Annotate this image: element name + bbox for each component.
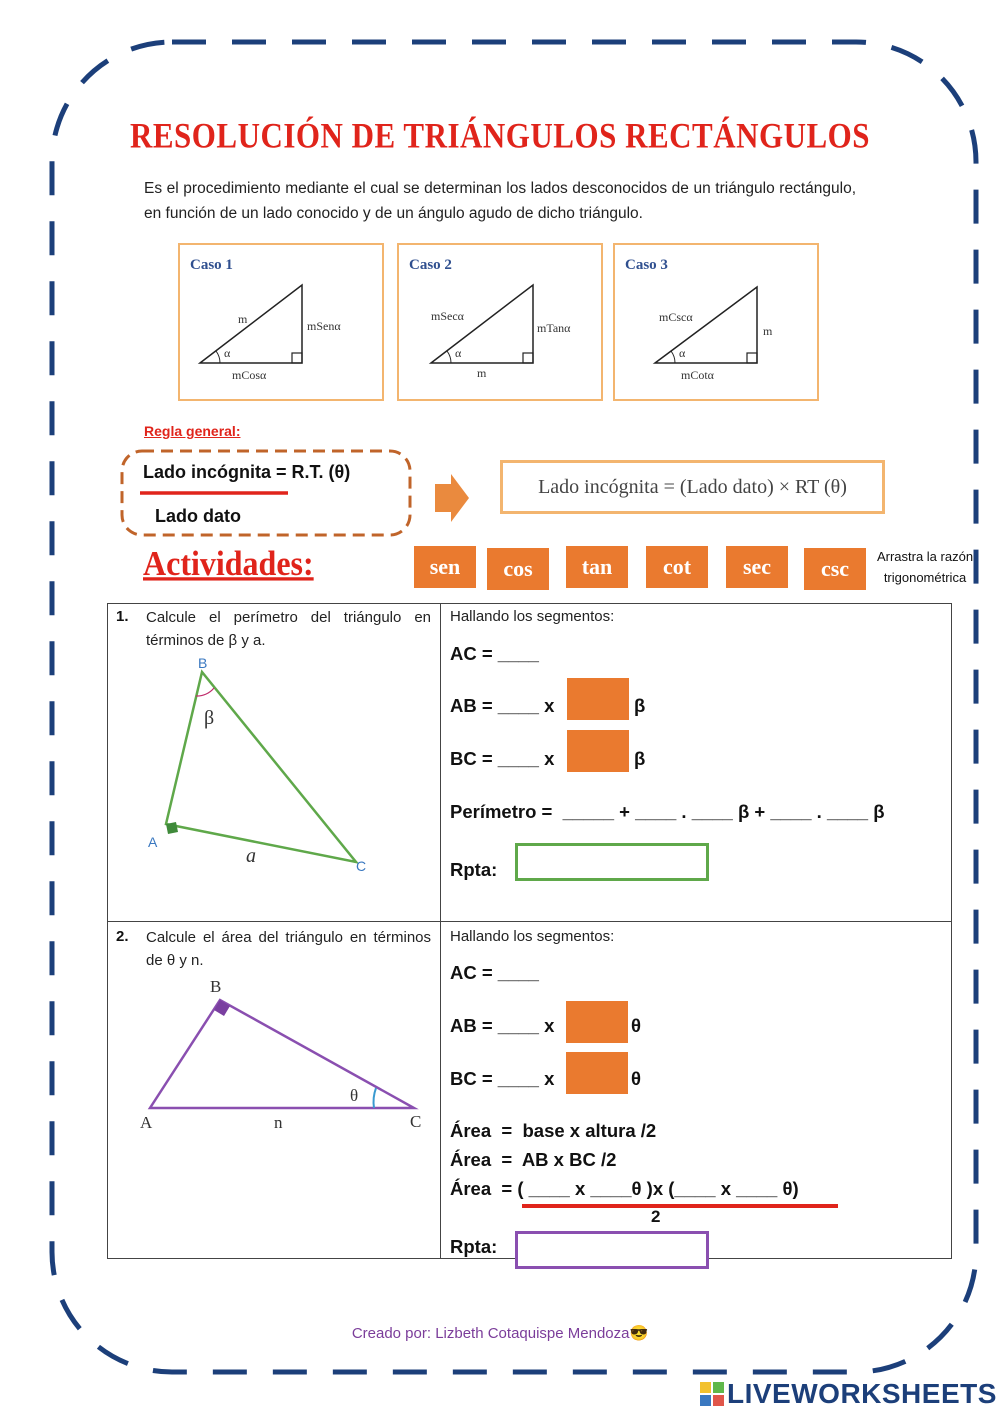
q2-bc-line: BC = ____ x — [450, 1068, 555, 1089]
page-title: RESOLUCIÓN DE TRIÁNGULOS RECTÁNGULOS — [129, 115, 871, 156]
rule-denominator: Lado dato — [155, 506, 241, 526]
chip-tan[interactable]: tan — [566, 546, 628, 588]
case-2-angle: α — [455, 346, 462, 360]
chip-csc[interactable]: csc — [804, 548, 866, 590]
q1-rpta-label: Rpta: — [450, 859, 498, 880]
q2-area-line-3: Área = ( ____ x ____θ )x (____ x ____ θ) — [450, 1178, 799, 1199]
q1-label-a: A — [148, 834, 158, 850]
q1-ab-line: AB = ____ x — [450, 695, 555, 716]
case-3-angle: α — [679, 346, 686, 360]
q2-side-label: n — [274, 1113, 283, 1132]
q1-perimeter-line: Perímetro = _____ + ____ . ____ β + ____ . ____ β — [450, 801, 885, 822]
q1-ab-angle: β — [634, 695, 646, 716]
case-2-hyp: mSecα — [431, 309, 464, 323]
table-divider-vertical — [440, 603, 441, 1259]
liveworksheets-logo-icon — [700, 1382, 724, 1406]
activities-title: Actividades: — [143, 543, 314, 583]
case-1-hyp: m — [238, 312, 248, 326]
intro-paragraph: Es el procedimiento mediante el cual se determinan los lados desconocidos de un triángulo rectángulo, en función de un lado conocido y de un ángulo agudo de dicho triángulo. — [144, 180, 856, 222]
q1-label-b: B — [198, 655, 208, 671]
case-2-card — [397, 243, 603, 401]
q2-ab-drop-zone[interactable] — [566, 1001, 628, 1043]
q2-bc-drop-zone[interactable] — [566, 1052, 628, 1094]
q2-ab-angle: θ — [631, 1015, 641, 1036]
case-3-hyp: mCscα — [659, 310, 693, 324]
case-1-opp: mSenα — [307, 319, 341, 333]
case-2-triangle — [399, 245, 601, 399]
q1-text: Calcule el perímetro del triángulo en términos de β y a. — [146, 609, 431, 649]
q2-label-b: B — [210, 977, 222, 996]
chip-cot[interactable]: cot — [646, 546, 708, 588]
q1-bc-line: BC = ____ x — [450, 748, 555, 769]
drag-hint-line-1: Arrastra la razón — [876, 549, 974, 564]
q2-area-denominator: 2 — [651, 1207, 661, 1226]
case-2-title: Caso 2 — [409, 257, 452, 273]
q2-triangle-figure — [130, 972, 440, 1137]
q1-answer-box[interactable] — [515, 843, 709, 881]
case-1-adj: mCosα — [232, 368, 267, 382]
liveworksheets-brand — [700, 1378, 997, 1410]
case-1-angle: α — [224, 346, 231, 360]
case-3-card — [613, 243, 819, 401]
case-1-title: Caso 1 — [190, 257, 233, 273]
case-2-opp: mTanα — [537, 321, 571, 335]
arrow-right-icon — [433, 472, 473, 524]
q2-area-line-2: Área = AB x BC /2 — [450, 1149, 617, 1170]
q1-ab-drop-zone[interactable] — [567, 678, 629, 720]
credit-line: Creado por: Lizbeth Cotaquispe Mendoza😎 — [351, 1325, 649, 1342]
case-3-title: Caso 3 — [625, 257, 668, 273]
q2-ac-line: AC = ____ — [450, 962, 539, 983]
q2-rpta-label: Rpta: — [450, 1236, 498, 1257]
q1-heading: Hallando los segmentos: — [450, 608, 615, 625]
q1-side-label: a — [246, 845, 256, 867]
q2-number: 2. — [116, 928, 129, 945]
case-3-adj: mCotα — [681, 368, 714, 382]
q1-bc-drop-zone[interactable] — [567, 730, 629, 772]
case-1-triangle — [180, 245, 382, 399]
case-2-adj: m — [477, 366, 487, 380]
brand-text: LIVEWORKSHEETS — [727, 1378, 997, 1409]
case-3-opp: m — [763, 324, 773, 338]
q2-heading: Hallando los segmentos: — [450, 928, 615, 945]
q2-area-line-1: Área = base x altura /2 — [450, 1120, 657, 1141]
q1-label-c: C — [356, 858, 367, 874]
q1-angle-label: β — [204, 707, 215, 729]
drag-hint-line-2: trigonométrica — [883, 570, 967, 585]
rule-label: Regla general: — [144, 423, 241, 439]
q1-number: 1. — [116, 608, 129, 625]
rule-numerator: Lado incógnita = R.T. (θ) — [143, 462, 351, 482]
q2-text: Calcule el área del triángulo en términos de θ y n. — [146, 929, 431, 969]
table-divider-horizontal — [107, 921, 952, 922]
q2-angle-label: θ — [350, 1086, 359, 1105]
q2-ab-line: AB = ____ x — [450, 1015, 555, 1036]
q1-triangle-figure — [140, 652, 380, 882]
chip-sec[interactable]: sec — [726, 546, 788, 588]
chip-sen[interactable]: sen — [414, 546, 476, 588]
q2-label-c: C — [410, 1112, 422, 1131]
q2-answer-box[interactable] — [515, 1231, 709, 1269]
q2-fraction-bar — [522, 1204, 838, 1208]
q2-bc-angle: θ — [631, 1068, 641, 1089]
drag-hint — [870, 546, 980, 588]
q1-bc-angle: β — [634, 748, 646, 769]
q2-label-a: A — [140, 1113, 153, 1132]
rule-formula-box: Lado incógnita = (Lado dato) × RT (θ) — [500, 460, 885, 514]
case-1-card — [178, 243, 384, 401]
chip-cos[interactable]: cos — [487, 548, 549, 590]
q1-ac-line: AC = ____ — [450, 643, 539, 664]
case-3-triangle — [615, 245, 817, 399]
